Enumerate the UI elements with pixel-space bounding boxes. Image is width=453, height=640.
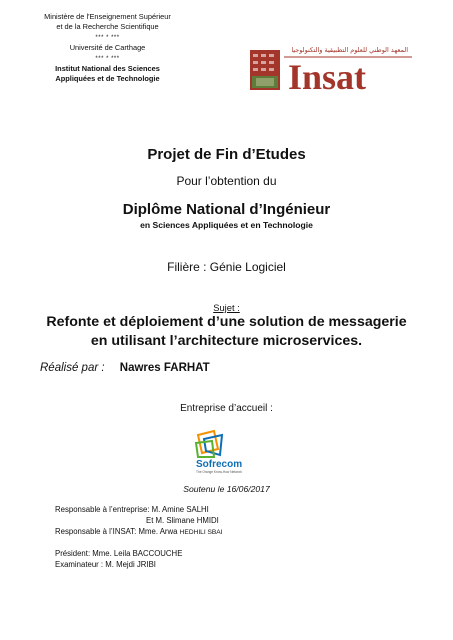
- project-title: Projet de Fin d’Etudes: [147, 146, 306, 163]
- project-subtitle: Pour l’obtention du: [176, 174, 277, 188]
- insat-logo: [248, 40, 416, 92]
- jury-president: Président: Mme. Leila BACCOUCHE: [55, 549, 183, 558]
- insat-arabic-name: المعهد الوطني للعلوم التطبيقية والتكنولوجيا: [291, 46, 408, 54]
- ministry-line-2: et de la Recherche Scientifique: [56, 22, 159, 32]
- insat-supervisor-prefix: Responsable à l’INSAT: Mme. Arwa: [55, 527, 180, 536]
- insat-wordmark: Insat: [288, 57, 367, 92]
- sofrecom-name: Sofrecom: [196, 459, 243, 470]
- diploma-title: Diplôme National d’Ingénieur: [122, 201, 331, 218]
- sofrecom-tagline: The Orange Know-How Network: [196, 470, 242, 474]
- institute-line-1: Institut National des Sciences: [55, 64, 160, 74]
- defense-date: Soutenu le 16/06/2017: [183, 484, 270, 494]
- author-label: Réalisé par :: [40, 362, 105, 374]
- company-label: Entreprise d’accueil :: [180, 403, 273, 414]
- subject-label: Sujet :: [213, 302, 240, 313]
- author-block: [40, 362, 210, 374]
- company-supervisor: Responsable à l’entreprise: M. Amine SALHI: [55, 505, 209, 514]
- university-name: Université de Carthage: [69, 43, 146, 53]
- institute-line-2: Appliquées et de Technologie: [55, 74, 160, 84]
- sofrecom-emblem-icon: [196, 431, 222, 457]
- insat-supervisor: [55, 527, 223, 536]
- insat-supervisor-name: HEDHILI SBAI: [179, 529, 223, 536]
- filiere-text: Filière : Génie Logiciel: [167, 260, 286, 274]
- company-supervisor-2: Et M. Slimane HMIDI: [146, 516, 219, 525]
- stars-separator: *** * ***: [95, 34, 120, 41]
- ministry-line-1: Ministère de l'Enseignement Supérieur: [44, 12, 171, 21]
- diploma-subtitle: en Sciences Appliquées et en Technologie: [140, 220, 313, 230]
- jury-examiner: Examinateur : M. Mejdi JRIBI: [55, 560, 156, 569]
- subject-line-2: en utilisant l’architecture microservices.: [90, 333, 363, 349]
- ministry-header: [40, 12, 175, 85]
- author-name: Nawres FARHAT: [119, 362, 210, 374]
- stars-separator: *** * ***: [95, 55, 120, 62]
- insat-building-icon: [250, 50, 280, 90]
- subject-line-1: Refonte et déploiement d’une solution de messagerie: [46, 314, 407, 330]
- sofrecom-logo: [192, 427, 262, 475]
